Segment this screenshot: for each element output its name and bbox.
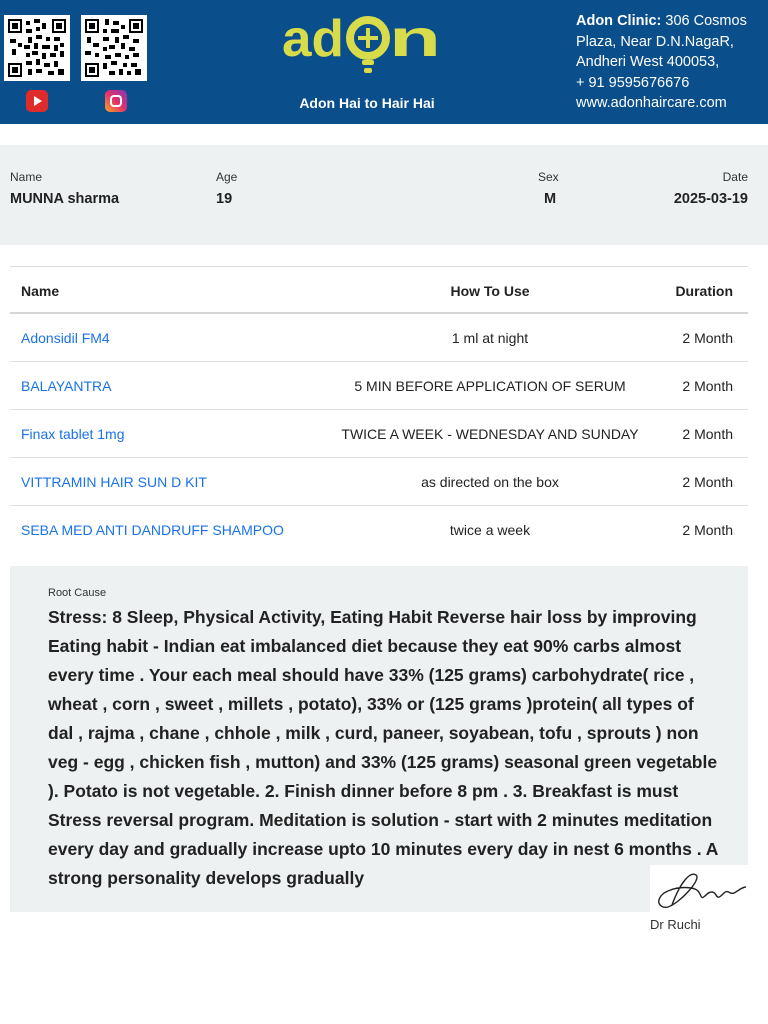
patient-info	[0, 145, 768, 245]
usage-instructions: twice a week	[449, 522, 531, 538]
doctor-signature	[650, 865, 748, 915]
brand-tagline: Adon Hai to Hair Hai	[299, 95, 435, 111]
clinic-header	[0, 0, 768, 124]
patient-age: 19	[216, 191, 233, 207]
patient-name-label: Name	[10, 170, 43, 184]
table-row	[10, 362, 748, 410]
duration: 2 Month	[682, 474, 733, 490]
instagram-icon[interactable]	[105, 90, 127, 112]
medicine-link[interactable]: Adonsidil FM4	[21, 330, 110, 346]
patient-sex-label: Sex	[538, 170, 559, 184]
usage-instructions: 1 ml at night	[451, 330, 529, 346]
visit-date: 2025-03-19	[673, 191, 748, 207]
adon-logo	[282, 8, 442, 88]
table-row	[10, 458, 748, 506]
clinic-website[interactable]: www.adonhaircare.com	[576, 95, 727, 111]
youtube-icon[interactable]	[26, 90, 48, 112]
column-header-how-to-use: How To Use	[450, 283, 530, 299]
logo-text-ad: ad	[282, 10, 344, 68]
usage-instructions: TWICE A WEEK - WEDNESDAY AND SUNDAY	[341, 426, 639, 442]
table-row	[10, 506, 748, 553]
medicine-link[interactable]: SEBA MED ANTI DANDRUFF SHAMPOO	[21, 522, 284, 538]
column-header-duration: Duration	[675, 283, 733, 299]
clinic-label: Adon Clinic:	[576, 13, 662, 29]
qr-code-icon[interactable]	[4, 15, 70, 81]
clinic-contact	[576, 11, 766, 114]
clinic-address-line: Andheri West 400053,	[576, 54, 720, 70]
usage-instructions: as directed on the box	[421, 474, 559, 490]
qr-code-icon[interactable]	[81, 15, 147, 81]
usage-instructions: 5 MIN BEFORE APPLICATION OF SERUM	[354, 378, 626, 394]
medicine-link[interactable]: Finax tablet 1mg	[21, 426, 125, 442]
patient-name: MUNNA sharma	[10, 191, 120, 207]
clinic-phone[interactable]: + 91 9595676676	[576, 74, 690, 91]
duration: 2 Month	[682, 378, 733, 394]
duration: 2 Month	[682, 330, 733, 346]
column-header-name: Name	[21, 283, 60, 299]
root-cause-panel	[10, 566, 748, 912]
doctor-name: Dr Ruchi	[650, 917, 701, 932]
patient-sex: M	[544, 191, 557, 207]
visit-date-label: Date	[722, 170, 748, 184]
medicine-link[interactable]: VITTRAMIN HAIR SUN D KIT	[21, 474, 207, 490]
clinic-address-line: 306 Cosmos	[665, 13, 747, 29]
root-cause-label: Root Cause	[48, 587, 107, 599]
table-row	[10, 410, 748, 458]
duration: 2 Month	[682, 522, 733, 538]
clinic-address-line: Plaza, Near D.N.NagaR,	[576, 33, 734, 50]
medicine-link[interactable]: BALAYANTRA	[21, 378, 112, 394]
patient-age-label: Age	[216, 170, 238, 184]
logo-text-n: n	[389, 10, 441, 68]
duration: 2 Month	[682, 426, 733, 442]
table-row	[10, 314, 748, 362]
root-cause-text: Stress: 8 Sleep, Physical Activity, Eating Habit Reverse hair loss by improving Eating habit - Indian eat imbalanced diet because they eat 90% carbs almost every time . Your each meal should have 33% (125 grams) carbohydrate( rice , wheat , corn , sweet , millets , potato), 33% or (125 grams )protein( all types of dal , rajma , chane , chhole , milk , curd, paneer, soyabean, tofu , sprouts ) non veg - egg , chicken fish , mutton) and 33% (125 grams) seasonal green vegetable ). Potato is not vegetable. 2. Finish dinner before 8 pm . 3. Breakfast is must Stress reversal program. Meditation is solution - start with 2 minutes meditation every day and gradually increase upto 10 minutes every day in nest 6 months . A strong personality develops gradually	[48, 607, 718, 888]
prescription-table	[10, 266, 748, 553]
table-header	[10, 267, 748, 314]
